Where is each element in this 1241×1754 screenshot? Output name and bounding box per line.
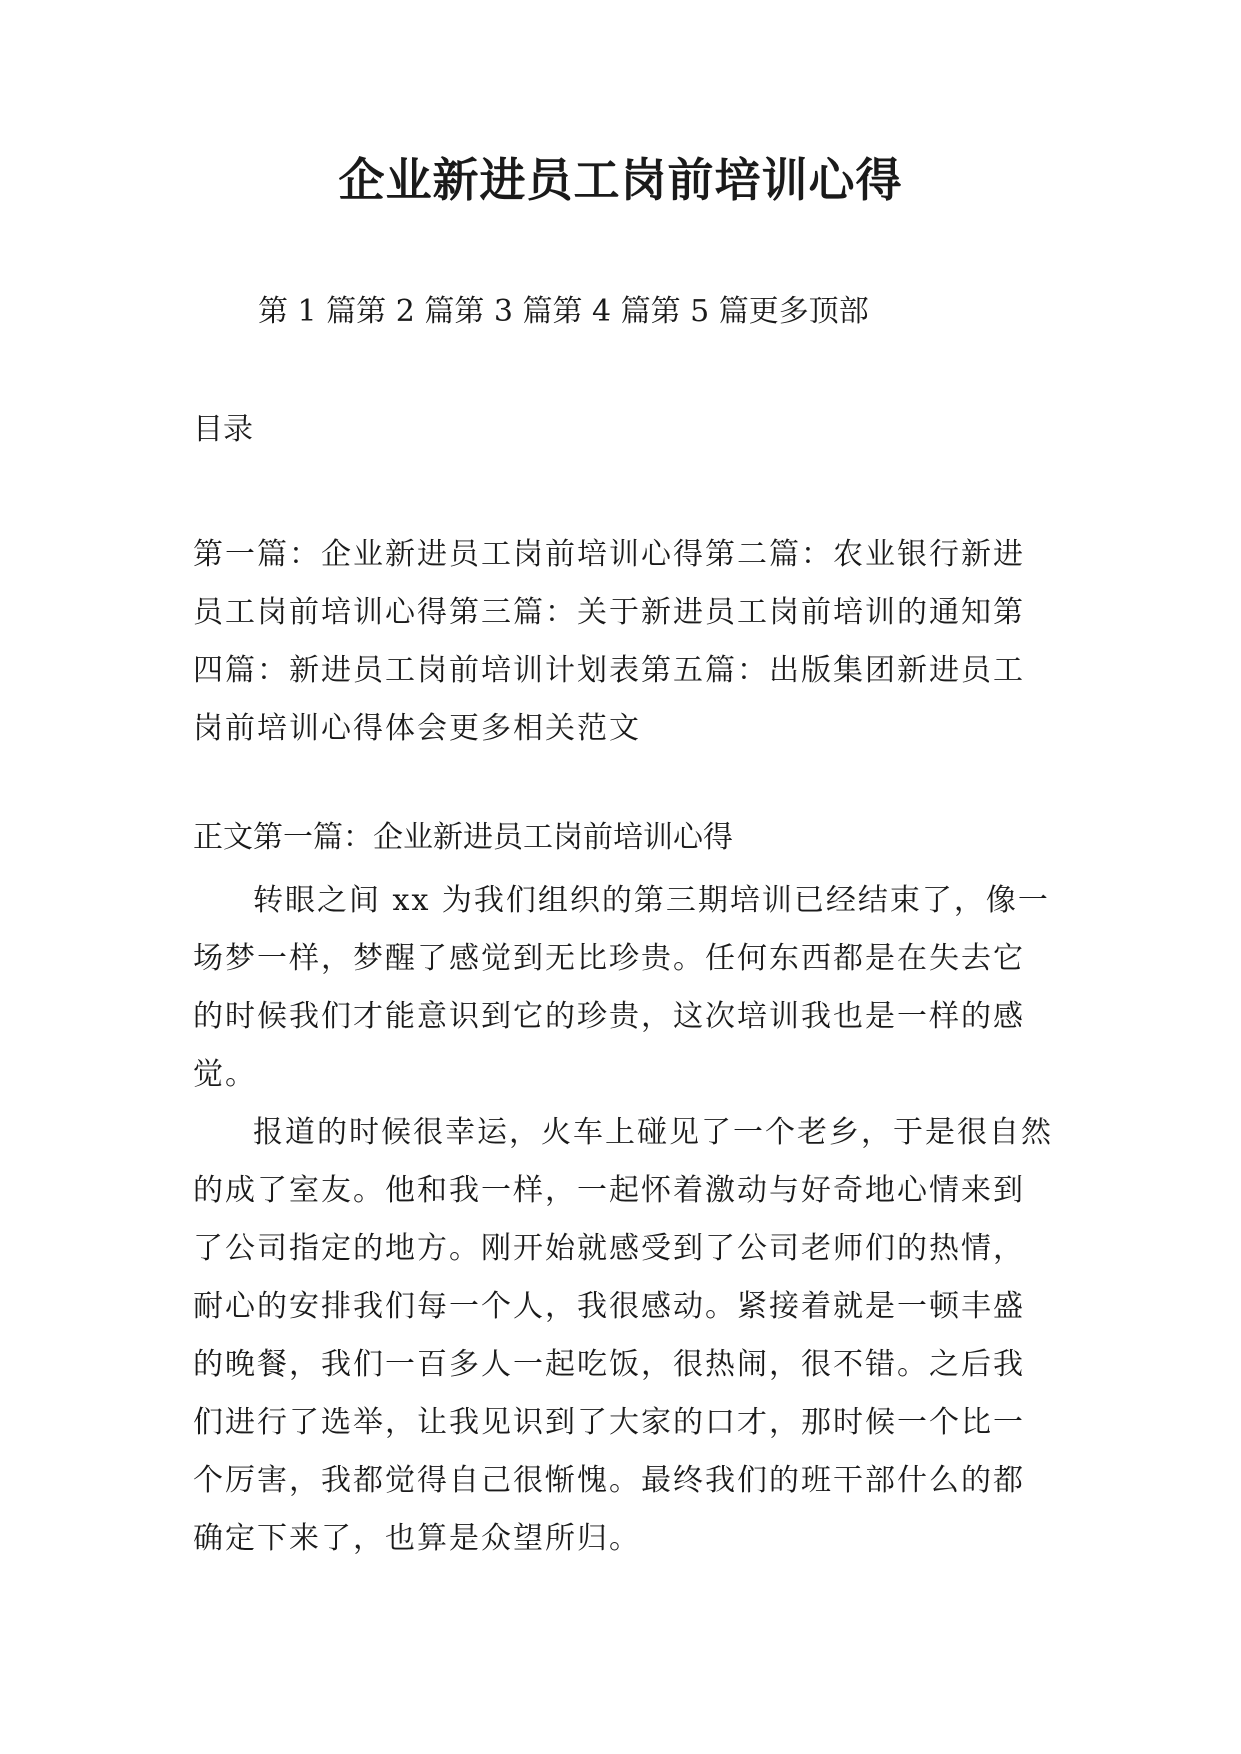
body-paragraph: 报道的时候很幸运，火车上碰见了一个老乡，于是很自然的成了室友。他和我一样，一起怀着激动与好奇地心情来到了公司指定的地方。刚开始就感受到了公司老师们的热情，耐心的安排我们每一个人，我很感动。紧接着就是一顿丰盛的晚餐，我们一百多人一起吃饭，很热闹，很不错。之后我们进行了选举，让我见识到了大家的口才，那时候一个比一个厉害，我都觉得自己很惭愧。最终我们的班干部什么的都确定下来了，也算是众望所归。 [193, 1115, 1053, 1556]
body-paragraph: 转眼之间 xx 为我们组织的第三期培训已经结束了，像一场梦一样，梦醒了感觉到无比珍贵。任何东西都是在失去它的时候我们才能意识到它的珍贵，这次培训我也是一样的感觉。 [193, 883, 1050, 1092]
document-title: 企业新进员工岗前培训心得 [338, 153, 903, 207]
toc-heading: 目录 [193, 412, 253, 447]
main-body [193, 872, 1055, 1568]
toc-body: 第一篇：企业新进员工岗前培训心得第二篇：农业银行新进员工岗前培训心得第三篇：关于新进员工岗前培训的通知第四篇：新进员工岗前培训计划表第五篇：出版集团新进员工岗前培训心得体会更多相关范文 [193, 537, 1025, 746]
main-heading: 正文第一篇：企业新进员工岗前培训心得 [193, 820, 733, 855]
article-nav-links[interactable]: 第 1 篇第 2 篇第 3 篇第 4 篇第 5 篇更多顶部 [258, 294, 869, 329]
